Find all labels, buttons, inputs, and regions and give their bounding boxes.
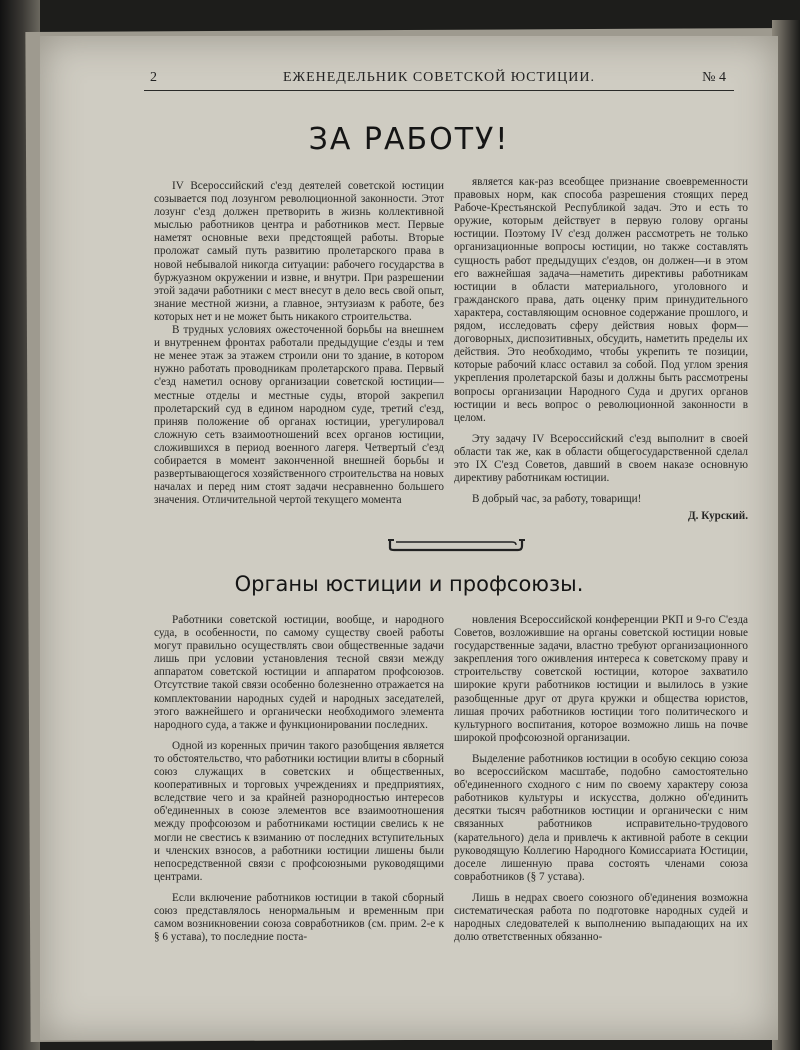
paragraph: Если включение работников юстиции в такой сборный союз представлялось ненормальным и временным при самом возникновении союза совработников (см. прим. 2-е к § 6 устава), то последние поста- <box>154 891 444 944</box>
paragraph: является как-раз всеобщее признание своевременности правовых норм, как способа разрешения стоящих перед Рабоче-Крестьянской Республикой задач. Это и есть то оружие, которым действует в первую голову органы юстиции. Поэтому IV с'езд должен рассмотреть не только организационные вопросы юстиции, но также составлять сущность работ предыдущих с'ездов, он должен—и в этом его важнейшая задача—наметить директивы работникам юстиции в области материального, уголовного и гражданского права, дать оценку прим принудительного характера, составляющим основное содержание прошлого, и рядом, исследовать сферу действия новых форм—договорных, диспозитивных, обсудить, наметить пределы их действия. Это необходимо, чтобы укрепить те позиции, которые рабочий класс оставил за собой. Под углом зрения укрепления пролетарской базы и должны быть рассмотрены вопросы организации Народного Суда и других органов юстиции и весь вопрос о революционной законности в целом. <box>454 176 748 424</box>
paragraph-gap <box>154 732 444 740</box>
paragraph: Эту задачу IV Всероссийский с'езд выполнит в своей области так же, как в области общегосударственной сделал это IX С'езд Советов, давший в своем наказе основную директиву работникам юстиции. <box>454 432 748 485</box>
author-signature: Д. Курский. <box>687 510 748 523</box>
article1-column-left <box>154 180 444 507</box>
paragraph: Работники советской юстиции, вообще, и народного суда, в особенности, по самому существу своей работы могут правильно осуществлять свои общественные задачи лишь при условии установления тесной связи между аппаратом советской юстиции и аппаратом профсоюзов. Отсутствие такой связи особенно болезненно отражается на комплектовании народных судей и народных заседателей, этого важнейшего и органически необходимого элемента народного суда, а также и функционировании последних. <box>154 614 444 731</box>
paragraph-gap <box>454 745 748 753</box>
paragraph-gap <box>454 884 748 892</box>
paragraph: новления Всероссийской конференции РКП и 9-го С'езда Советов, возложившие на органы советской юстиции новые государственные задачи, властно требуют организационного закрепления того оживления интереса к советскому праву и строительству советской юстиции, которое захватило широкие круги работников юстиции и вылилось в узкие разобщенные друг от друга кружки и общества юристов, лишая прочих работников юстиции того политического и культурного воспитания, которое возможно лишь на почве широкой профсоюзной организации. <box>454 614 748 744</box>
journal-page <box>40 36 778 1040</box>
paragraph: В трудных условиях ожесточенной борьбы на внешнем и внутреннем фронтах работали предыдущие с'езды и тем не менее этаж за этажем строили они то здание, в котором нужно работать проводникам пролетарского права. Первый с'езд наметил основу организации советской юстиции—местные отделы и местные суды, второй закрепил пролетарский суд в едином народном суде, третий с'езд, приняв положение об органах юстиции, урегулировал сложную сеть взаимоотношений всех органов юстиции, сложившихся в период военного лагеря. Четвертый с'езд собирается в момент законченной внешней борьбы и развертывающегося хозяйственного строительства на новых началах и перед ним стоят задачи несравненно большего значения. Отличительной чертой текущего момента <box>154 324 444 507</box>
page-content <box>40 36 778 1040</box>
article2-column-left <box>154 614 444 944</box>
paragraph-gap <box>154 884 444 892</box>
paragraph: Лишь в недрах своего союзного об'единения возможна систематическая работа по подготовке народных судей и народных следователей к выполнению выпадающих на их долю ответственных обязанно- <box>454 891 748 944</box>
running-header <box>144 64 734 91</box>
paragraph-gap <box>454 485 748 493</box>
page-number: 2 <box>150 70 157 85</box>
paragraph-gap <box>454 425 748 433</box>
journal-title: ЕЖЕНЕДЕЛЬНИК СОВЕТСКОЙ ЮСТИЦИИ. <box>283 70 595 85</box>
article2-column-right <box>454 614 748 944</box>
article1-column-right <box>454 176 748 523</box>
ornamental-divider <box>386 536 526 554</box>
issue-number: № 4 <box>702 70 726 85</box>
paragraph: IV Всероссийский с'езд деятелей советской юстиции созывается под лозунгом революционной законности. Этот лозунг с'езд должен претворить в жизнь коллективной мыслью работников центра и работников мест. Первые наметят основные вехи предстоящей работы. Вторые проложат самый путь развитию пролетарского права в новой небывалой никогда ситуации: рабочего государства в буржуазном окружении и извне, и внутри. При разрешении этой задачи работники с мест внесут в дело весь свой опыт, знание местной жизни, а главное, энтузиазм к работе, без которых нет и не может быть никакого строительства. <box>154 180 444 323</box>
article-title-za-rabotu: ЗА РАБОТУ! <box>308 122 510 157</box>
paragraph: В добрый час, за работу, товарищи! <box>472 493 642 506</box>
article-title-organy-yustitsii: Органы юстиции и профсоюзы. <box>234 572 584 596</box>
paragraph: Выделение работников юстиции в особую секцию союза во всероссийском масштабе, подобно самостоятельно об'единенного сходного с ним по своему характеру союза работников культуры и искусства, должно об'единить десятки тысяч работников юстиции и органически с ним связанных работников исправительно-трудового (карательного) дела и привлечь к активной работе в секции руководящую Коллегию Народного Комиссариата Юстиции, доселе лишенную права состоять членами союза совработников (§ 7 устава). <box>454 752 748 883</box>
paragraph: Одной из коренных причин такого разобщения является то обстоятельство, что работники юстиции влиты в сборный союз служащих в советских и общественных, кооперативных и торговых учреждениях и предприятиях, вследствие чего и за крайней разнородностью интересов об'единенных в союзе элементов все взаимоотношения между профсоюзом и работниками юстиции свелись к не могли не свестись к взиманию от последних вступительных и членских взносов, а работники юстиции лишены были непосредственной связи с профсоюзными руководящими центрами. <box>154 739 444 883</box>
